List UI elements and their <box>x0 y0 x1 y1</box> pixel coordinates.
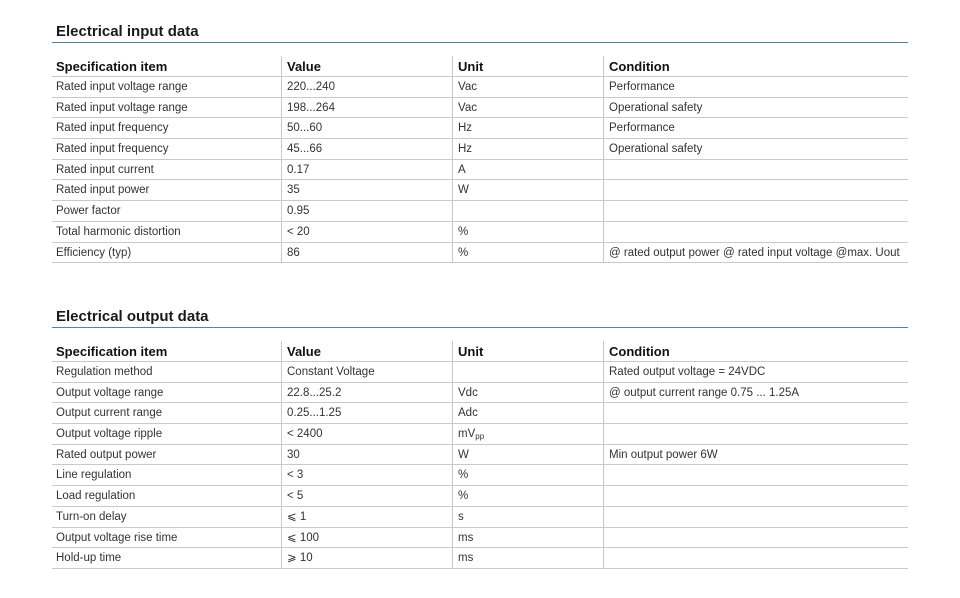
spec-item-cell <box>52 180 281 200</box>
unit-text: Vac <box>458 81 477 93</box>
unit-text: Adc <box>458 407 478 420</box>
unit-cell <box>452 201 603 221</box>
spec-item-cell <box>52 222 281 242</box>
section-title: Electrical input data <box>56 23 199 40</box>
unit-text: % <box>458 490 469 503</box>
spec-item-text: Rated input power <box>56 184 150 197</box>
value-text: < 5 <box>287 490 304 503</box>
unit-cell <box>452 486 603 506</box>
table-row <box>52 222 908 243</box>
table-row <box>52 160 908 181</box>
spec-item-cell <box>52 548 281 568</box>
spec-item-cell <box>52 445 281 465</box>
unit-cell <box>452 180 603 200</box>
value-cell <box>281 139 452 159</box>
unit-cell <box>452 362 603 382</box>
condition-cell <box>603 243 908 263</box>
spec-item-text: Rated input voltage range <box>56 81 188 93</box>
spec-item-cell <box>52 528 281 548</box>
value-text: 198...264 <box>287 101 335 114</box>
unit-text: mV <box>458 428 476 441</box>
spec-item-text: Line regulation <box>56 469 132 482</box>
condition-cell <box>603 180 908 200</box>
spec-item-cell <box>52 507 281 527</box>
spec-item-text: Output voltage ripple <box>56 428 163 441</box>
column-header: Condition <box>603 56 908 76</box>
unit-text: % <box>458 246 469 259</box>
section-title: Electrical output data <box>56 308 209 325</box>
unit-cell <box>452 403 603 423</box>
spec-item-text: Turn-on delay <box>56 510 127 523</box>
value-cell <box>281 201 452 221</box>
spec-item-cell <box>52 403 281 423</box>
table-row <box>52 486 908 507</box>
spec-item-text: Regulation method <box>56 366 153 378</box>
spec-item-text: Output voltage range <box>56 386 164 399</box>
value-text: ⩾ 10 <box>287 552 313 565</box>
unit-cell <box>452 77 603 97</box>
table-row <box>52 201 908 222</box>
value-text: 30 <box>287 448 300 461</box>
condition-cell <box>603 507 908 527</box>
value-text: 220...240 <box>287 81 335 93</box>
condition-cell <box>603 486 908 506</box>
value-text: < 3 <box>287 469 304 482</box>
spec-item-text: Total harmonic distortion <box>56 225 181 238</box>
value-cell <box>281 383 452 403</box>
unit-text: % <box>458 469 469 482</box>
condition-text: Rated output voltage = 24VDC <box>609 366 766 378</box>
spec-item-text: Rated input voltage range <box>56 101 188 114</box>
spec-table <box>52 341 908 569</box>
value-text: 50...60 <box>287 122 323 135</box>
value-text: 22.8...25.2 <box>287 386 342 399</box>
value-cell <box>281 243 452 263</box>
spec-item-text: Efficiency (typ) <box>56 246 132 259</box>
condition-text: Operational safety <box>609 101 703 114</box>
table-row <box>52 424 908 445</box>
spec-item-cell <box>52 77 281 97</box>
section-divider <box>52 42 908 43</box>
value-cell <box>281 424 452 444</box>
table-row <box>52 98 908 119</box>
condition-text: Min output power 6W <box>609 448 718 461</box>
table-row <box>52 139 908 160</box>
unit-text: s <box>458 510 464 523</box>
unit-cell <box>452 243 603 263</box>
spec-item-text: Rated input frequency <box>56 122 169 135</box>
unit-cell <box>452 445 603 465</box>
unit-text: W <box>458 184 469 197</box>
value-cell <box>281 465 452 485</box>
value-cell <box>281 77 452 97</box>
value-cell <box>281 548 452 568</box>
condition-cell <box>603 139 908 159</box>
value-text: 86 <box>287 246 300 259</box>
table-header-row <box>52 56 908 77</box>
table-row <box>52 528 908 549</box>
column-header: Specification item <box>56 344 168 359</box>
value-cell <box>281 445 452 465</box>
condition-cell <box>603 98 908 118</box>
value-text: 0.17 <box>287 163 310 176</box>
condition-cell <box>603 118 908 138</box>
value-text: 35 <box>287 184 300 197</box>
unit-cell <box>452 507 603 527</box>
table-row <box>52 465 908 486</box>
unit-cell <box>452 424 603 444</box>
column-header: Unit <box>452 56 603 76</box>
table-row <box>52 403 908 424</box>
value-text: < 2400 <box>287 428 323 441</box>
spec-item-cell <box>52 118 281 138</box>
column-header: Value <box>281 56 452 76</box>
spec-item-cell <box>52 98 281 118</box>
unit-cell <box>452 465 603 485</box>
condition-cell <box>603 77 908 97</box>
spec-item-text: Rated input frequency <box>56 143 169 156</box>
table-row <box>52 180 908 201</box>
condition-cell <box>603 403 908 423</box>
value-cell <box>281 160 452 180</box>
condition-text: @ output current range 0.75 ... 1.25A <box>609 386 800 399</box>
value-cell <box>281 507 452 527</box>
spec-item-cell <box>52 160 281 180</box>
unit-text: W <box>458 448 469 461</box>
condition-cell <box>603 445 908 465</box>
unit-cell <box>452 139 603 159</box>
spec-item-text: Output current range <box>56 407 163 420</box>
table-header-row <box>52 341 908 362</box>
spec-item-cell <box>52 424 281 444</box>
unit-text: A <box>458 163 466 176</box>
value-text: ⩽ 1 <box>287 510 307 523</box>
condition-cell <box>603 528 908 548</box>
spec-item-cell <box>52 486 281 506</box>
table-row <box>52 548 908 569</box>
value-text: 45...66 <box>287 143 323 156</box>
spec-item-cell <box>52 383 281 403</box>
unit-text: Vdc <box>458 386 478 399</box>
unit-cell <box>452 222 603 242</box>
unit-text: ms <box>458 552 474 565</box>
table-row <box>52 507 908 528</box>
value-cell <box>281 528 452 548</box>
value-cell <box>281 486 452 506</box>
unit-cell <box>452 528 603 548</box>
unit-text: Vac <box>458 101 477 114</box>
value-text: ⩽ 100 <box>287 531 320 544</box>
spec-item-text: Output voltage rise time <box>56 531 178 544</box>
condition-cell <box>603 362 908 382</box>
table-row <box>52 243 908 264</box>
column-header: Specification item <box>56 59 168 74</box>
value-cell <box>281 98 452 118</box>
value-cell <box>281 362 452 382</box>
spec-item-text: Hold-up time <box>56 552 122 565</box>
table-row <box>52 383 908 404</box>
condition-cell <box>603 160 908 180</box>
condition-text: @ rated output power @ rated input voltage @max. Uout <box>609 246 900 259</box>
value-text: < 20 <box>287 225 310 238</box>
column-header: Value <box>281 341 452 361</box>
value-text: Constant Voltage <box>287 366 375 378</box>
condition-cell <box>603 465 908 485</box>
table-row <box>52 362 908 383</box>
unit-cell <box>452 383 603 403</box>
unit-cell <box>452 118 603 138</box>
condition-cell <box>603 222 908 242</box>
table-row <box>52 445 908 466</box>
spec-item-text: Rated output power <box>56 448 157 461</box>
condition-cell <box>603 424 908 444</box>
unit-text: ms <box>458 531 474 544</box>
unit-text: % <box>458 225 469 238</box>
spec-item-cell <box>52 201 281 221</box>
unit-text: Hz <box>458 143 473 156</box>
condition-text: Operational safety <box>609 143 703 156</box>
unit-cell <box>452 548 603 568</box>
unit-cell <box>452 160 603 180</box>
spec-table <box>52 56 908 263</box>
table-row <box>52 118 908 139</box>
section-divider <box>52 327 908 328</box>
condition-cell <box>603 201 908 221</box>
value-text: 0.95 <box>287 205 310 218</box>
value-text: 0.25...1.25 <box>287 407 342 420</box>
table-row <box>52 77 908 98</box>
spec-item-text: Rated input current <box>56 163 154 176</box>
spec-item-cell <box>52 362 281 382</box>
value-cell <box>281 222 452 242</box>
value-cell <box>281 118 452 138</box>
spec-item-text: Power factor <box>56 205 121 218</box>
unit-cell <box>452 98 603 118</box>
value-cell <box>281 403 452 423</box>
condition-cell <box>603 548 908 568</box>
column-header: Condition <box>603 341 908 361</box>
column-header: Unit <box>452 341 603 361</box>
unit-text: Hz <box>458 122 473 135</box>
spec-item-cell <box>52 465 281 485</box>
spec-item-cell <box>52 139 281 159</box>
value-cell <box>281 180 452 200</box>
unit-subscript: pp <box>475 432 485 442</box>
condition-text: Performance <box>609 81 675 93</box>
condition-cell <box>603 383 908 403</box>
spec-item-text: Load regulation <box>56 490 136 503</box>
spec-item-cell <box>52 243 281 263</box>
condition-text: Performance <box>609 122 675 135</box>
